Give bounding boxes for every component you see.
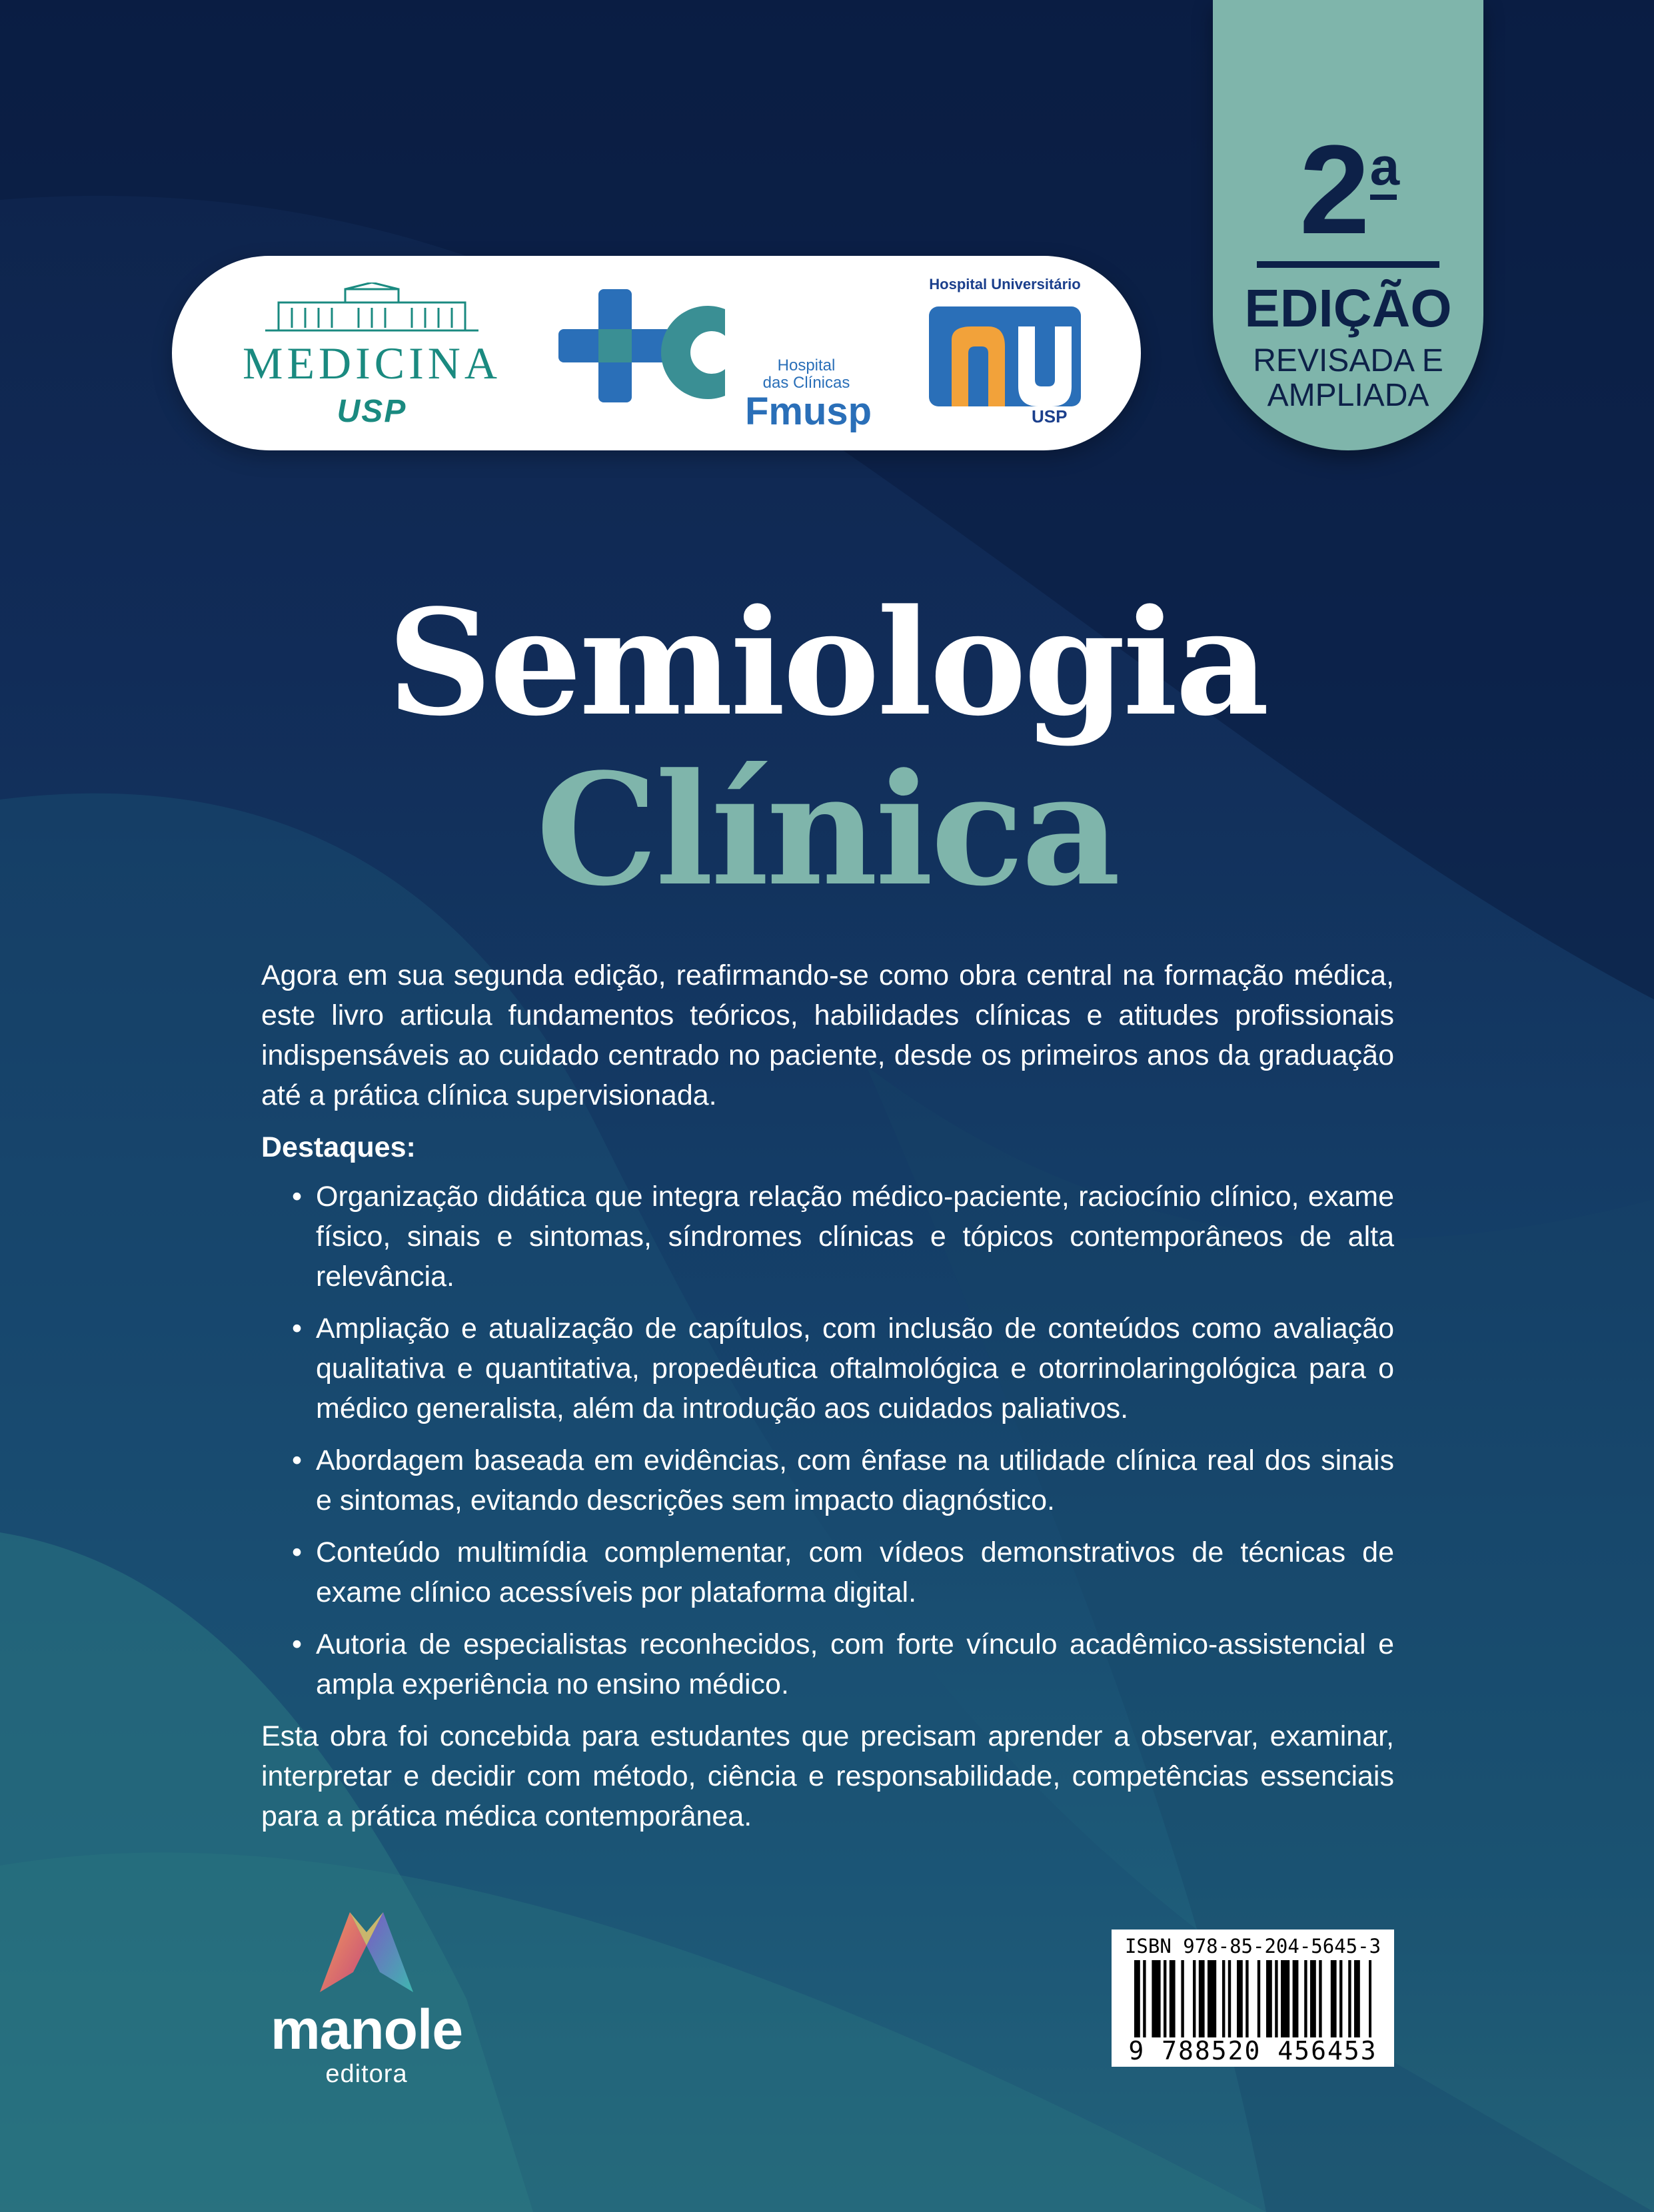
barcode-bar [1354, 1960, 1360, 2037]
hc-name: Fmusp [744, 390, 872, 433]
bullet-icon: • [292, 1181, 303, 1213]
barcode-bars-icon [1134, 1960, 1371, 2037]
edition-divider [1257, 261, 1439, 268]
publisher-logo [253, 1906, 480, 2088]
edition-badge [1213, 0, 1483, 450]
edition-subtitle-line-1: REVISADA E [1253, 343, 1443, 378]
barcode-bar [1222, 1960, 1225, 2037]
highlight-item [261, 1532, 1394, 1612]
bullet-icon: • [292, 1313, 303, 1345]
bullet-icon: • [292, 1536, 303, 1568]
hc-plus-icon [558, 289, 738, 422]
barcode-bar [1293, 1960, 1299, 2037]
highlights-heading: Destaques: [261, 1131, 416, 1163]
barcode-bar [1257, 1960, 1260, 2037]
intro-paragraph: Agora em sua segunda edição, reafirmando-se como obra central na formação médica, este livro articula fundamentos teóricos, habilidades clínicas e atitudes profissionais indispensáveis ao cuidado centrado no paciente, desde os primeiros anos da graduação até a prática clínica supervisionada. [261, 959, 1394, 1111]
hc-subtitle [740, 357, 873, 392]
barcode-bar [1193, 1960, 1196, 2037]
edition-ordinal: a [1370, 140, 1397, 200]
barcode-bar [1228, 1960, 1231, 2037]
barcode-bar [1310, 1960, 1316, 2037]
hc-subtitle-line-2: das Clínicas [762, 374, 850, 392]
isbn-label: ISBN 978-85-204-5645-3 [1124, 1935, 1381, 1957]
barcode-bar [1143, 1960, 1146, 2037]
manole-m-icon [313, 1906, 420, 1999]
barcode-bar [1237, 1960, 1243, 2037]
barcode-bar [1331, 1960, 1337, 2037]
institution-logos-bar [172, 256, 1141, 450]
highlight-text: Ampliação e atualização de capítulos, com inclusão de conteúdos como avaliação qualitativa e quantitativa, propedêutica oftalmológica e otorrinolaringológica para o médico generalista, além da introdução aos cuidados paliativos. [316, 1313, 1394, 1424]
barcode-bar [1348, 1960, 1351, 2037]
hospital-universitario-logo [918, 276, 1092, 436]
barcode-bar [1319, 1960, 1321, 2037]
barcode-bar [1266, 1960, 1272, 2037]
barcode-bar [1369, 1960, 1371, 2037]
barcode-bar [1152, 1960, 1160, 2037]
hu-title: Hospital Universitário [929, 276, 1081, 292]
barcode-bar [1181, 1960, 1184, 2037]
barcode-bar [1134, 1960, 1140, 2037]
highlight-text: Organização didática que integra relação médico-paciente, raciocínio clínico, exame físico, sinais e sintomas, síndromes clínicas e tópicos contemporâneos de alta relevância. [316, 1181, 1394, 1293]
barcode-bar [1281, 1960, 1289, 2037]
edition-subtitle-line-2: AMPLIADA [1267, 378, 1429, 413]
highlight-item [261, 1309, 1394, 1428]
hc-subtitle-line-1: Hospital [777, 356, 836, 374]
barcode-bar [1275, 1960, 1277, 2037]
bullet-icon: • [292, 1628, 303, 1660]
barcode-bar [1164, 1960, 1166, 2037]
highlight-text: Autoria de especialistas reconhecidos, com forte vínculo acadêmico-assistencial e ampla experiência no ensino médico. [316, 1628, 1394, 1700]
highlight-text: Abordagem baseada em evidências, com ênfase na utilidade clínica real dos sinais e sintomas, evitando descrições sem impacto diagnóstico. [316, 1444, 1394, 1516]
barcode-bar [1304, 1960, 1307, 2037]
highlight-item [261, 1624, 1394, 1704]
bullet-icon: • [292, 1444, 303, 1476]
publisher-subtitle: editora [325, 2060, 408, 2088]
barcode-bar [1199, 1960, 1205, 2037]
edition-number-block [1213, 119, 1483, 261]
medicina-usp-mark: USP [337, 394, 407, 429]
highlight-item [261, 1440, 1394, 1520]
highlights-list [261, 1177, 1394, 1704]
publisher-name: manole [270, 1998, 463, 2061]
closing-paragraph: Esta obra foi concebida para estudantes que precisam aprender a observar, examinar, interpretar e decidir com método, ciência e responsabilidade, competências essenciais para a prática médica contemporânea. [261, 1720, 1394, 1832]
edition-number: 2 [1299, 119, 1367, 261]
hospital-clinicas-logo [558, 282, 878, 433]
ean-number: 9 788520 456453 [1128, 2036, 1377, 2065]
hu-usp-mark: USP [1032, 406, 1068, 426]
medicina-usp-logo [232, 282, 512, 429]
barcode-bar [1245, 1960, 1248, 2037]
highlight-item [261, 1177, 1394, 1297]
book-title-line-2: Clínica [536, 740, 1118, 920]
edition-subtitle [1213, 344, 1483, 413]
barcode-bar [1170, 1960, 1176, 2037]
back-cover-description [261, 955, 1394, 1836]
edition-label: EDIÇÃO [1244, 278, 1452, 338]
highlight-text: Conteúdo multimídia complementar, com vídeos demonstrativos de técnicas de exame clínico acessíveis por plataforma digital. [316, 1536, 1394, 1608]
isbn-barcode [1112, 1930, 1394, 2067]
faculty-building-icon [232, 282, 512, 336]
barcode-bar [1339, 1960, 1342, 2037]
book-title-line-1: Semiologia [387, 578, 1267, 748]
barcode-bar [1208, 1960, 1216, 2037]
medicina-title: MEDICINA [243, 338, 501, 388]
